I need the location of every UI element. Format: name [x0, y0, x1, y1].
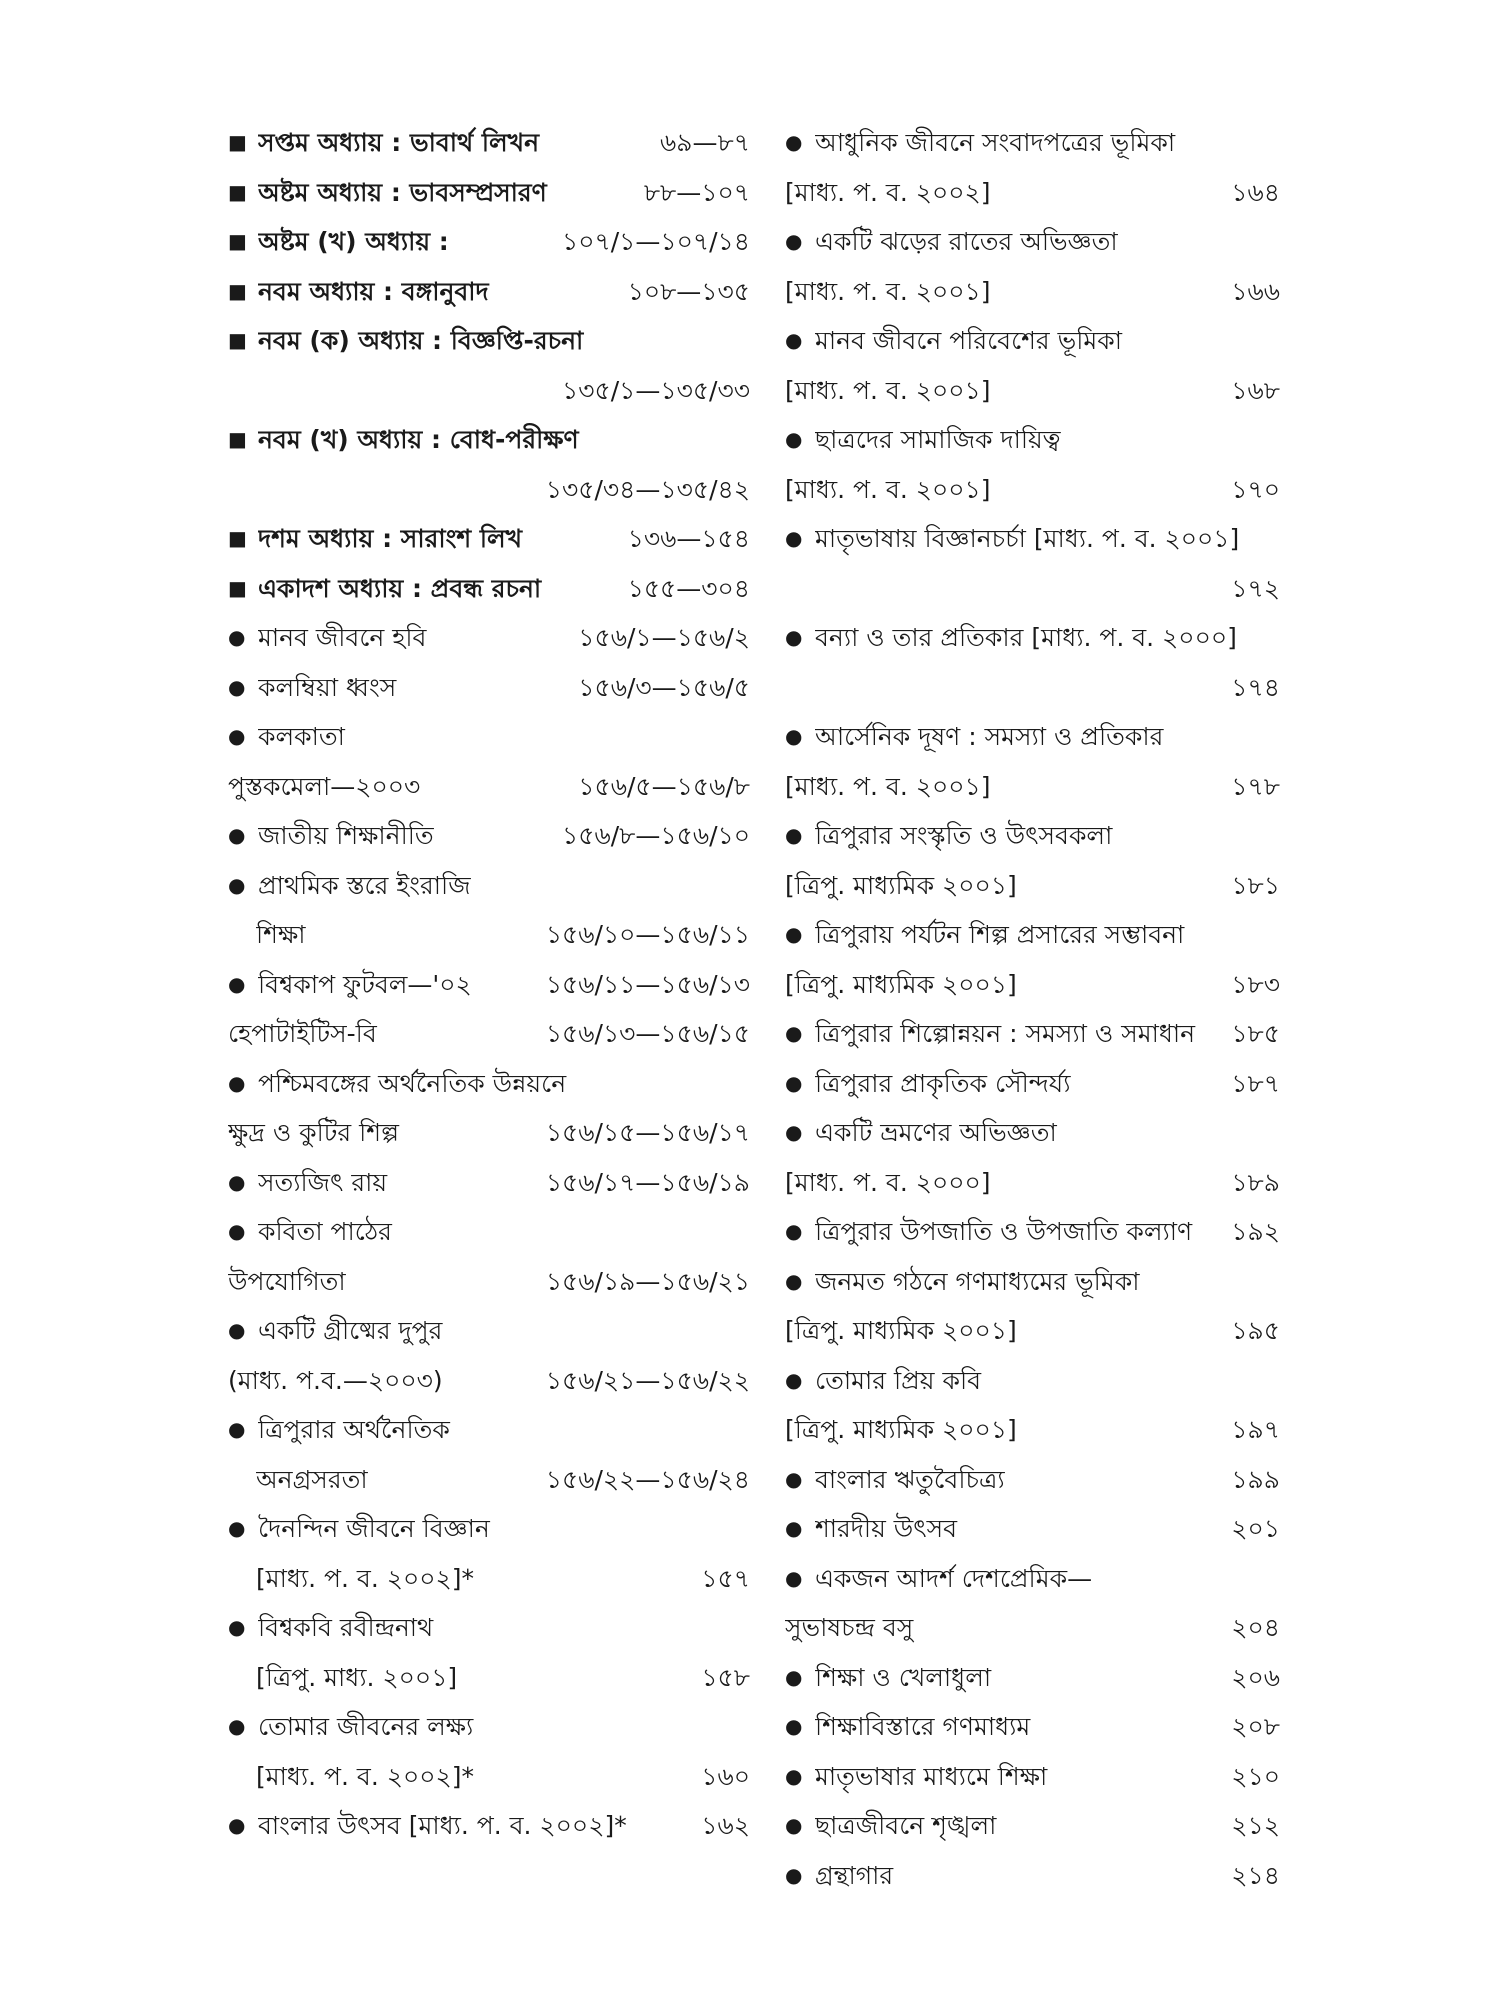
entry-title: আধুনিক জীবনে সংবাদপত্রের ভূমিকা: [815, 128, 1176, 157]
toc-entry: [785, 267, 1280, 317]
entry-title: কবিতা পাঠের: [258, 1217, 392, 1246]
page-number: ২০৪: [1231, 1613, 1280, 1642]
round-bullet-icon: ●: [785, 328, 803, 352]
round-bullet-icon: ●: [785, 1664, 803, 1689]
entry-title: অষ্টম (খ) অধ্যায় :: [258, 227, 449, 256]
entry-title: আর্সেনিক দূষণ : সমস্যা ও প্রতিকার: [815, 722, 1164, 751]
square-bullet-icon: ■: [228, 526, 247, 550]
toc-entry: [785, 514, 1280, 564]
page-number: ১৫৬/১১—১৫৬/১৩: [545, 969, 750, 999]
entry-title: কলকাতা: [258, 722, 345, 751]
entry-title: ছাত্রদের সামাজিক দায়িত্ব: [815, 425, 1061, 454]
square-bullet-icon: ■: [228, 328, 247, 352]
entry-title: বিশ্বকাপ ফুটবল—'০২: [258, 969, 472, 999]
round-bullet-icon: ●: [228, 1219, 246, 1243]
toc-entry: [785, 564, 1280, 614]
toc-entry: [228, 663, 750, 713]
round-bullet-icon: ●: [785, 130, 803, 154]
entry-title: প্রাথমিক স্তরে ইংরাজি: [258, 870, 471, 900]
page-number: ১৬৪: [1231, 177, 1280, 207]
entry-title: অষ্টম অধ্যায় : ভাবসম্প্রসারণ: [258, 177, 547, 207]
toc-entry: [785, 217, 1280, 267]
entry-title: সুভাষচন্দ্র বসু: [785, 1613, 914, 1642]
entry-title: [মাধ্য. প. ব. ২০০১]: [785, 771, 991, 801]
round-bullet-icon: ●: [228, 674, 246, 699]
page-number: ১৫৬/১—১৫৬/২: [578, 623, 750, 652]
round-bullet-icon: ●: [228, 872, 246, 897]
toc-entry: [228, 1009, 750, 1059]
entry-title: জাতীয় শিক্ষানীতি: [258, 821, 434, 850]
toc-entry: [785, 316, 1280, 366]
round-bullet-icon: ●: [785, 526, 803, 550]
toc-entry: [228, 1108, 750, 1158]
toc-entry: [785, 1108, 1280, 1158]
round-bullet-icon: ●: [785, 724, 803, 748]
toc-entry: [228, 118, 750, 168]
entry-title: তোমার জীবনের লক্ষ্য: [258, 1712, 474, 1741]
entry-title: ত্রিপুরায় পর্যটন শিল্প প্রসারের সম্ভাবনা: [815, 920, 1185, 949]
toc-entry: [785, 168, 1280, 218]
page-number: ১৫৬/৫—১৫৬/৮: [578, 771, 750, 801]
round-bullet-icon: ●: [228, 1516, 246, 1540]
toc-entry: [228, 316, 750, 366]
toc-left-column: [228, 118, 750, 1851]
entry-title: [ত্রিপু. মাধ্য. ২০০১]: [256, 1662, 458, 1692]
page-number: ১৮৩: [1231, 969, 1280, 999]
entry-title: নবম অধ্যায় : বঙ্গানুবাদ: [258, 276, 489, 306]
round-bullet-icon: ●: [228, 1615, 246, 1639]
entry-title: [মাধ্য. প. ব. ২০০০]: [785, 1167, 991, 1197]
toc-entry: [228, 910, 750, 960]
page-number: ১৯৭: [1231, 1415, 1280, 1444]
toc-entry: [785, 1801, 1280, 1851]
entry-title: গ্রন্থাগার: [815, 1860, 894, 1890]
entry-title: একটি গ্রীষ্মের দুপুর: [258, 1316, 443, 1345]
round-bullet-icon: ●: [785, 1516, 803, 1540]
entry-title: [মাধ্য. প. ব. ২০০২]*: [256, 1563, 474, 1593]
page-number: ১৯৫: [1231, 1316, 1280, 1345]
round-bullet-icon: ●: [785, 229, 803, 253]
page-number: ১৮৫: [1231, 1019, 1280, 1048]
entry-title: শারদীয় উৎসব: [815, 1514, 958, 1543]
toc-entry: [785, 118, 1280, 168]
entry-title: [মাধ্য. প. ব. ২০০১]: [785, 474, 991, 504]
entry-title: অনগ্রসরতা: [256, 1464, 368, 1494]
round-bullet-icon: ●: [228, 625, 246, 649]
round-bullet-icon: ●: [785, 1714, 803, 1738]
toc-entry: [228, 1207, 750, 1257]
page-number: ৬৯—৮৭: [660, 128, 750, 157]
toc-entry: [785, 1009, 1280, 1059]
round-bullet-icon: ●: [228, 1813, 246, 1837]
toc-entry: [228, 1504, 750, 1554]
entry-title: ক্ষুদ্র ও কুটির শিল্প: [228, 1118, 399, 1147]
toc-entry: [785, 811, 1280, 861]
round-bullet-icon: ●: [785, 922, 803, 946]
round-bullet-icon: ●: [785, 1120, 803, 1144]
entry-title: উপযোগিতা: [228, 1266, 346, 1296]
toc-entry: [228, 1356, 750, 1406]
entry-title: [মাধ্য. প. ব. ২০০১]: [785, 276, 991, 306]
round-bullet-icon: ●: [228, 1417, 246, 1441]
toc-entry: [785, 1504, 1280, 1554]
round-bullet-icon: ●: [228, 823, 246, 847]
round-bullet-icon: ●: [785, 1268, 803, 1293]
round-bullet-icon: ●: [785, 823, 803, 847]
entry-title: কলম্বিয়া ধ্বংস: [258, 672, 397, 702]
toc-entry: [228, 613, 750, 663]
page-number: ১৫৭: [701, 1563, 750, 1593]
toc-entry: [228, 1801, 750, 1851]
entry-title: [ত্রিপু. মাধ্যমিক ২০০১]: [785, 1316, 1017, 1345]
round-bullet-icon: ●: [785, 1070, 803, 1095]
page-number: ২০৬: [1231, 1662, 1280, 1692]
entry-title: বাংলার উৎসব [মাধ্য. প. ব. ২০০২]*: [258, 1811, 627, 1840]
toc-entry: [785, 1554, 1280, 1604]
entry-title: ত্রিপুরার সংস্কৃতি ও উৎসবকলা: [815, 821, 1113, 850]
page-number: ১৮৯: [1231, 1167, 1280, 1197]
page-number: ১৬২: [701, 1811, 750, 1840]
toc-entry: [228, 415, 750, 465]
entry-title: দৈনন্দিন জীবনে বিজ্ঞান: [258, 1514, 490, 1543]
page-number: ৮৮—১০৭: [643, 177, 750, 207]
square-bullet-icon: ■: [228, 575, 247, 600]
entry-title: দশম অধ্যায় : সারাংশ লিখ: [258, 524, 523, 553]
toc-entry: [228, 168, 750, 218]
entry-title: [মাধ্য. প. ব. ২০০২]: [785, 177, 991, 207]
toc-entry: [228, 1257, 750, 1307]
toc-entry: [785, 663, 1280, 713]
entry-title: সপ্তম অধ্যায় : ভাবার্থ লিখন: [258, 128, 539, 157]
page-number: ১৩৬—১৫৪: [627, 524, 750, 553]
entry-title: সত্যজিৎ রায়: [258, 1167, 388, 1197]
toc-entry: [785, 960, 1280, 1010]
page-number: ১৫৬/৮—১৫৬/১০: [562, 821, 750, 850]
toc-entry: [785, 910, 1280, 960]
page-number: ১৬০: [701, 1761, 750, 1791]
toc-entry: [228, 217, 750, 267]
toc-entry: [785, 613, 1280, 663]
round-bullet-icon: ●: [785, 1021, 803, 1045]
round-bullet-icon: ●: [228, 1169, 246, 1194]
entry-title: [ত্রিপু. মাধ্যমিক ২০০১]: [785, 870, 1017, 900]
toc-entry: [785, 1257, 1280, 1307]
entry-title: নবম (খ) অধ্যায় : বোধ-পরীক্ষণ: [258, 425, 579, 454]
page-number: ২০৮: [1231, 1712, 1280, 1741]
square-bullet-icon: ■: [228, 130, 247, 154]
entry-title: মানব জীবনে পরিবেশের ভূমিকা: [815, 326, 1123, 355]
entry-title: বন্যা ও তার প্রতিকার [মাধ্য. প. ব. ২০০০]: [815, 623, 1237, 652]
toc-entry: [785, 465, 1280, 515]
toc-entry: [785, 712, 1280, 762]
square-bullet-icon: ■: [228, 229, 247, 253]
entry-title: বাংলার ঋতুবৈচিত্র্য: [815, 1464, 1005, 1494]
entry-title: মানব জীবনে হবি: [258, 623, 427, 652]
page-number: ১৫৬/২১—১৫৬/২২: [545, 1365, 750, 1395]
page-number: ১৩৫/৩৪—১৩৫/৪২: [545, 474, 750, 504]
page-number: ২০১: [1231, 1514, 1280, 1543]
round-bullet-icon: ●: [785, 427, 803, 451]
page-number: ১৭০: [1231, 474, 1280, 504]
round-bullet-icon: ●: [785, 1565, 803, 1590]
round-bullet-icon: ●: [785, 1813, 803, 1837]
entry-title: একজন আদর্শ দেশপ্রেমিক—: [815, 1563, 1093, 1593]
page-number: ১৮১: [1231, 870, 1280, 900]
page-number: ১৭২: [1231, 573, 1280, 603]
entry-title: একাদশ অধ্যায় : প্রবন্ধ রচনা: [258, 573, 542, 603]
toc-entry: [785, 1405, 1280, 1455]
page-number: ১০৮—১৩৫: [627, 276, 750, 306]
entry-title: [মাধ্য. প. ব. ২০০২]*: [256, 1761, 474, 1791]
page-number: ১০৭/১—১০৭/১৪: [562, 227, 750, 256]
round-bullet-icon: ●: [785, 625, 803, 649]
toc-entry: [785, 861, 1280, 911]
toc-entry: [785, 1059, 1280, 1109]
toc-entry: [228, 1603, 750, 1653]
page-number: ১৫৬/২২—১৫৬/২৪: [545, 1464, 750, 1494]
toc-entry: [785, 1455, 1280, 1505]
toc-entry: [228, 1059, 750, 1109]
toc-entry: [785, 415, 1280, 465]
page-number: ১৫৬/৩—১৫৬/৫: [578, 672, 750, 702]
toc-entry: [228, 514, 750, 564]
square-bullet-icon: ■: [228, 278, 247, 303]
page-number: ১৯৯: [1231, 1464, 1280, 1494]
entry-title: (মাধ্য. প.ব.—২০০৩): [228, 1365, 443, 1395]
page-number: ১৫৬/১০—১৫৬/১১: [545, 920, 750, 949]
entry-title: শিক্ষা ও খেলাধুলা: [815, 1662, 992, 1692]
toc-entry: [228, 465, 750, 515]
entry-title: হেপাটাইটিস-বি: [228, 1019, 377, 1048]
toc-entry: [785, 366, 1280, 416]
entry-title: [ত্রিপু. মাধ্যমিক ২০০১]: [785, 969, 1017, 999]
toc-entry: [785, 1207, 1280, 1257]
entry-title: মাতৃভাষায় বিজ্ঞানচর্চা [মাধ্য. প. ব. ২০০১]: [815, 524, 1240, 553]
toc-entry: [228, 712, 750, 762]
entry-title: [মাধ্য. প. ব. ২০০১]: [785, 375, 991, 405]
page-number: ১৫৬/১৩—১৫৬/১৫: [545, 1019, 750, 1048]
toc-entry: [228, 1405, 750, 1455]
page-number: ১৫৬/১৭—১৫৬/১৯: [545, 1167, 750, 1197]
entry-title: ত্রিপুরার শিল্পোন্নয়ন : সমস্যা ও সমাধান: [815, 1019, 1196, 1048]
toc-entry: [228, 1554, 750, 1604]
page-number: ১৭৪: [1231, 672, 1280, 702]
toc-entry: [228, 1306, 750, 1356]
round-bullet-icon: ●: [785, 1862, 803, 1887]
square-bullet-icon: ■: [228, 179, 247, 204]
entry-title: বিশ্বকবি রবীন্দ্রনাথ: [258, 1613, 434, 1642]
page-number: ১৫৬/১৫—১৫৬/১৭: [545, 1118, 750, 1147]
toc-entry: [228, 267, 750, 317]
toc-entry: [228, 366, 750, 416]
page-number: ১৭৮: [1231, 771, 1280, 801]
round-bullet-icon: ●: [228, 1070, 246, 1095]
square-bullet-icon: ■: [228, 427, 247, 451]
toc-entry: [228, 1653, 750, 1703]
toc-right-column: [785, 118, 1280, 1900]
entry-title: একটি ঝড়ের রাতের অভিজ্ঞতা: [815, 227, 1118, 256]
page-number: ১৫৮: [701, 1662, 750, 1692]
round-bullet-icon: ●: [785, 1367, 803, 1392]
entry-title: শিক্ষা: [256, 920, 306, 949]
page-number: ১৫৫—৩০৪: [627, 573, 750, 603]
toc-entry: [785, 1306, 1280, 1356]
page-number: ১৬৮: [1231, 375, 1280, 405]
page-number: ১৩৫/১—১৩৫/৩৩: [562, 375, 750, 405]
toc-entry: [228, 1455, 750, 1505]
round-bullet-icon: ●: [228, 724, 246, 748]
toc-entry: [228, 861, 750, 911]
round-bullet-icon: ●: [228, 1318, 246, 1342]
entry-title: জনমত গঠনে গণমাধ্যমের ভূমিকা: [815, 1266, 1140, 1296]
entry-title: শিক্ষাবিস্তারে গণমাধ্যম: [815, 1712, 1031, 1741]
toc-entry: [785, 1752, 1280, 1802]
page-number: ২১২: [1231, 1811, 1280, 1840]
toc-entry: [785, 1356, 1280, 1406]
page-number: ১৫৬/১৯—১৫৬/২১: [545, 1266, 750, 1296]
round-bullet-icon: ●: [785, 1763, 803, 1788]
toc-entry: [228, 564, 750, 614]
entry-title: পশ্চিমবঙ্গের অর্থনৈতিক উন্নয়নে: [258, 1068, 567, 1098]
round-bullet-icon: ●: [785, 1466, 803, 1491]
toc-entry: [228, 1158, 750, 1208]
toc-entry: [785, 762, 1280, 812]
entry-title: ত্রিপুরার অর্থনৈতিক: [258, 1415, 450, 1444]
entry-title: একটি ভ্রমণের অভিজ্ঞতা: [815, 1118, 1057, 1147]
toc-entry: [228, 1702, 750, 1752]
entry-title: নবম (ক) অধ্যায় : বিজ্ঞপ্তি-রচনা: [258, 326, 584, 355]
entry-title: তোমার প্রিয় কবি: [815, 1365, 982, 1395]
page-number: ১৯২: [1231, 1217, 1280, 1246]
entry-title: ত্রিপুরার উপজাতি ও উপজাতি কল্যাণ: [815, 1217, 1193, 1246]
round-bullet-icon: ●: [785, 1219, 803, 1243]
entry-title: ত্রিপুরার প্রাকৃতিক সৌন্দর্য্য: [815, 1068, 1071, 1098]
toc-entry: [228, 762, 750, 812]
page-number: ১৬৬: [1231, 276, 1280, 306]
toc-entry: [228, 811, 750, 861]
toc-entry: [785, 1158, 1280, 1208]
entry-title: [ত্রিপু. মাধ্যমিক ২০০১]: [785, 1415, 1017, 1444]
entry-title: ছাত্রজীবনে শৃঙ্খলা: [815, 1811, 997, 1840]
toc-entry: [785, 1653, 1280, 1703]
toc-entry: [785, 1851, 1280, 1901]
entry-title: পুস্তকমেলা—২০০৩: [228, 771, 421, 801]
entry-title: মাতৃভাষার মাধ্যমে শিক্ষা: [815, 1761, 1048, 1791]
toc-entry: [228, 1752, 750, 1802]
page-number: ২১৪: [1231, 1860, 1280, 1890]
page-number: ২১০: [1231, 1761, 1280, 1791]
page-number: ১৮৭: [1231, 1068, 1280, 1098]
round-bullet-icon: ●: [228, 1714, 246, 1738]
round-bullet-icon: ●: [228, 971, 246, 996]
toc-entry: [228, 960, 750, 1010]
toc-entry: [785, 1702, 1280, 1752]
toc-entry: [785, 1603, 1280, 1653]
